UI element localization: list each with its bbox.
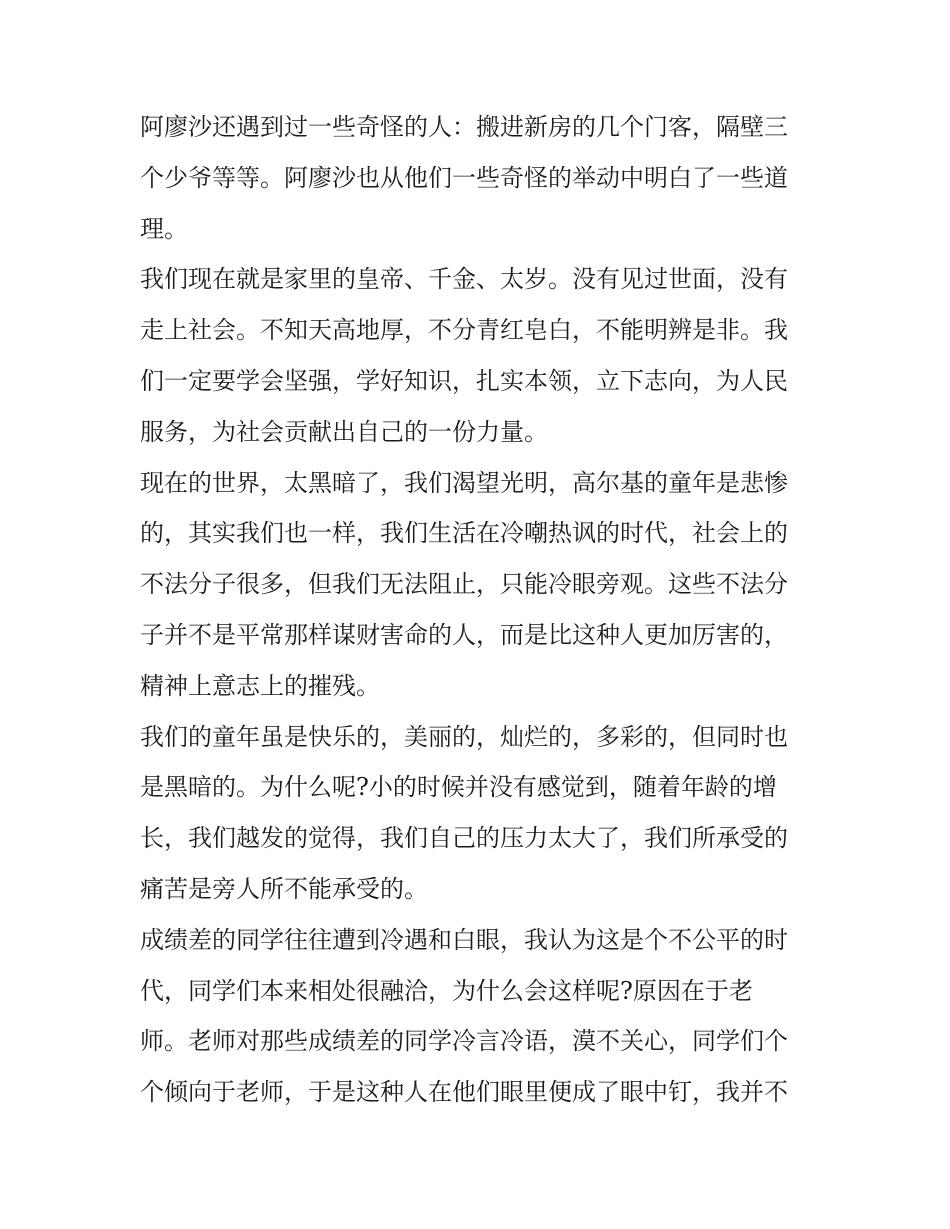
text-line: 我们现在就是家里的皇帝、千金、太岁。没有见过世面，没有: [140, 265, 788, 294]
text-line: 现在的世界，太黑暗了，我们渴望光明，高尔基的童年是悲惨: [140, 468, 788, 497]
text-line: 代，同学们本来相处很融洽，为什么会这样呢?原因在于老: [140, 976, 753, 1005]
text-line: 阿廖沙还遇到过一些奇怪的人：搬进新房的几个门客，隔壁三: [140, 113, 788, 141]
text-line: 成绩差的同学往往遭到冷遇和白眼，我认为这是个不公平的时: [140, 925, 788, 954]
text-line: 我们的童年虽是快乐的，美丽的，灿烂的，多彩的，但同时也: [140, 722, 788, 751]
text-line: 走上社会。不知天高地厚，不分青红皂白，不能明辨是非。我: [140, 316, 788, 345]
document-body: [140, 102, 820, 1118]
text-line: 个倾向于老师，于是这种人在他们眼里便成了眼中钉，我并不: [140, 1078, 788, 1107]
text-line: 长，我们越发的觉得，我们自己的压力太大了，我们所承受的: [140, 824, 788, 853]
text-line: 理。: [140, 214, 188, 243]
text-line: 子并不是平常那样谋财害命的人，而是比这种人更加厉害的，: [140, 620, 788, 649]
text-line: 服务，为社会贡献出自己的一份力量。: [140, 417, 548, 446]
text-line: 师。老师对那些成绩差的同学冷言冷语，漠不关心，同学们个: [140, 1027, 788, 1056]
text-line: 们一定要学会坚强，学好知识，扎实本领，立下志向，为人民: [140, 366, 788, 395]
text-line: 的，其实我们也一样，我们生活在冷嘲热讽的时代，社会上的: [140, 519, 788, 548]
text-line: 不法分子很多，但我们无法阻止，只能冷眼旁观。这些不法分: [140, 570, 788, 599]
text-line: 痛苦是旁人所不能承受的。: [140, 874, 428, 903]
text-line: 是黑暗的。为什么呢?小的时候并没有感觉到，随着年龄的增: [140, 773, 777, 802]
text-line: 个少爷等等。阿廖沙也从他们一些奇怪的举动中明白了一些道: [140, 163, 788, 192]
text-line: 精神上意志上的摧残。: [140, 671, 380, 700]
